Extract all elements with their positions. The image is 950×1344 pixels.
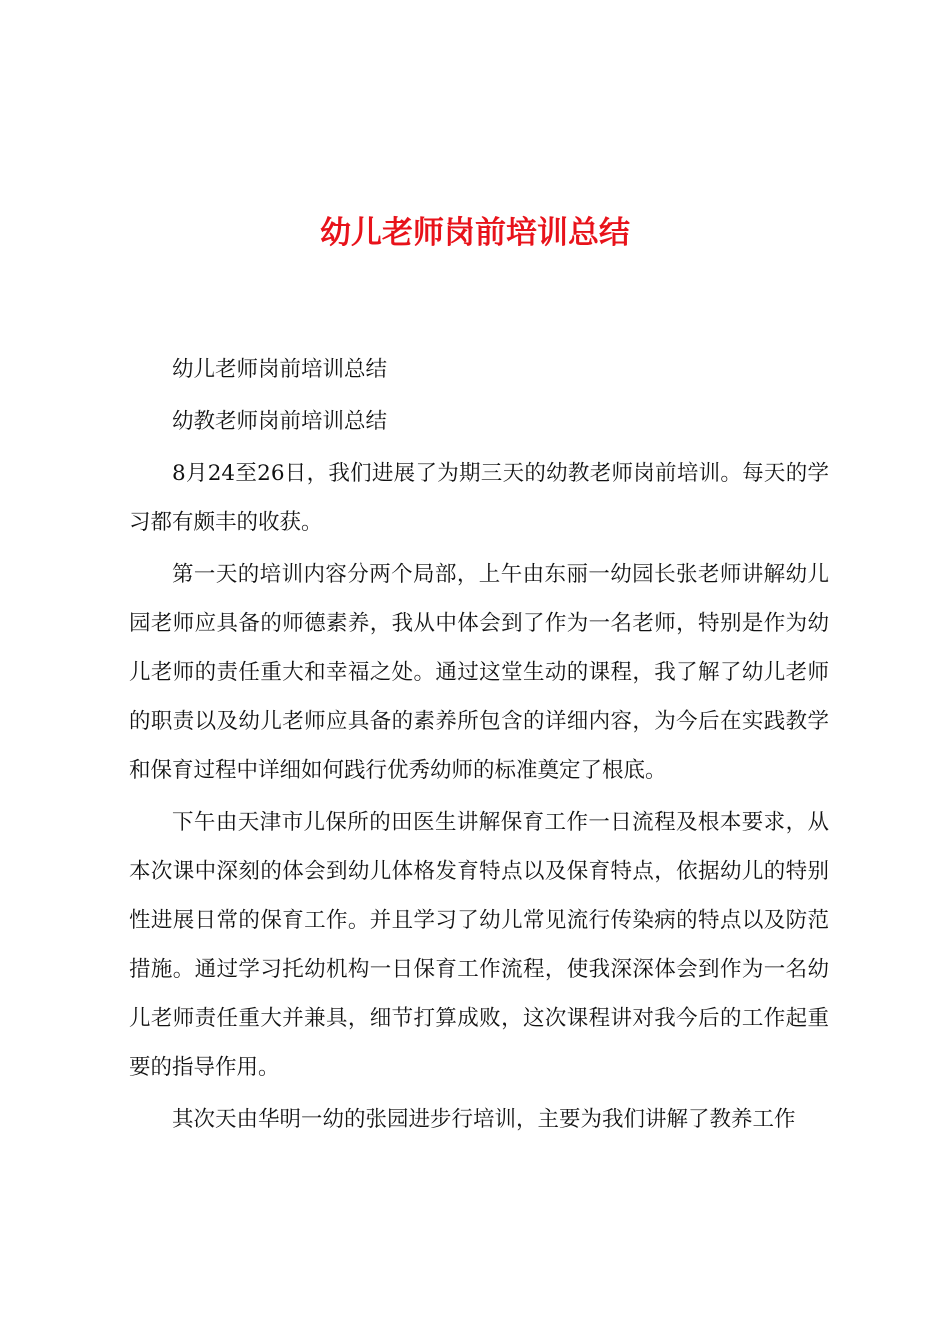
paragraph-day-one-afternoon: 下午由天津市儿保所的田医生讲解保育工作一日流程及根本要求，从本次课中深刻的体会到幼儿体格发育特点以及保育特点，依据幼儿的特别性进展日常的保育工作。并且学习了幼儿常见流行传染病的特点以及防范措施。通过学习托幼机构一日保育工作流程，使我深深体会到作为一名幼儿老师责任重大并兼具，细节打算成败，这次课程讲对我今后的工作起重要的指导作用。: [129, 810, 829, 1080]
paragraph-subtitle-2: 幼教老师岗前培训总结: [172, 409, 388, 434]
document-title: 幼儿老师岗前培训总结: [320, 215, 630, 251]
document-body: [129, 345, 829, 1144]
paragraph-day-one-morning: 第一天的培训内容分两个局部，上午由东丽一幼园长张老师讲解幼儿园老师应具备的师德素养，我从中体会到了作为一名老师，特别是作为幼儿老师的责任重大和幸福之处。通过这堂生动的课程，我了解了幼儿老师的职责以及幼儿老师应具备的素养所包含的详细内容，为今后在实践教学和保育过程中详细如何践行优秀幼师的标准奠定了根底。: [129, 562, 829, 783]
paragraph-day-two: 其次天由华明一幼的张园进步行培训，主要为我们讲解了教养工作: [172, 1107, 796, 1132]
paragraph-subtitle-1: 幼儿老师岗前培训总结: [172, 357, 388, 382]
paragraph-intro: 8月24至26日，我们进展了为期三天的幼教老师岗前培训。每天的学习都有颇丰的收获。: [129, 461, 829, 535]
